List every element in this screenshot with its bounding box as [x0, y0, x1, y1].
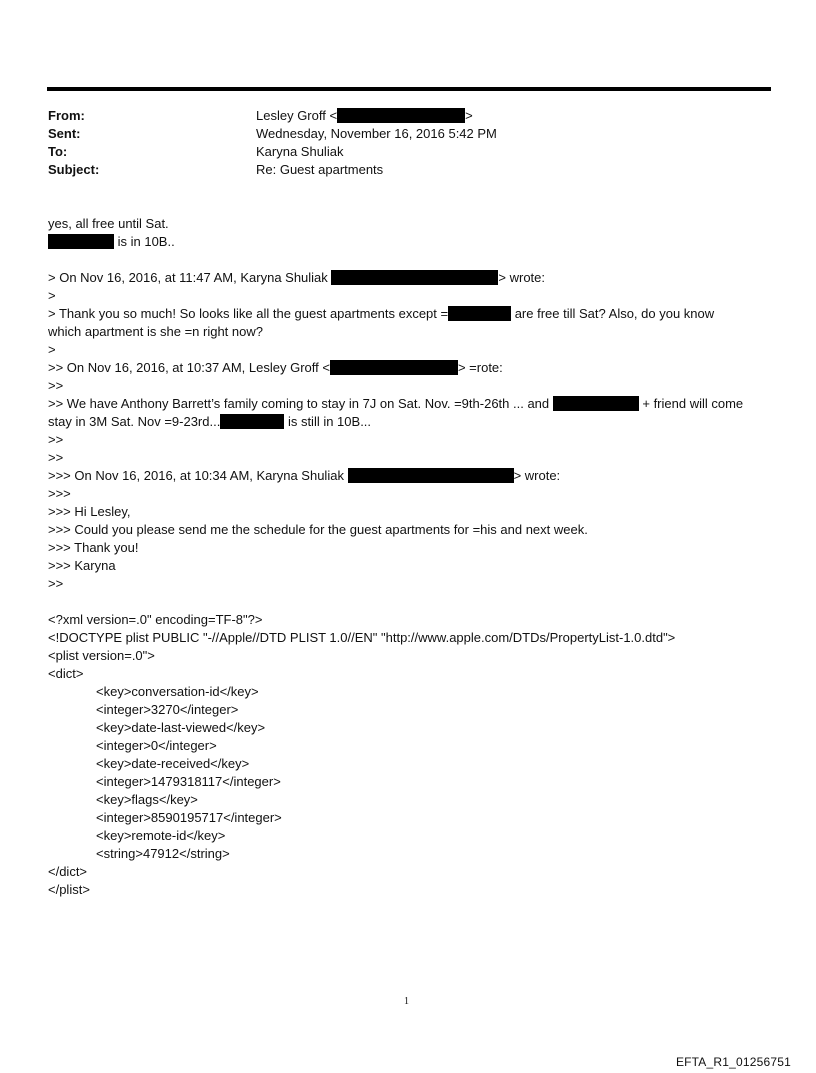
xml-line: </dict>	[48, 864, 88, 879]
from-label: From:	[48, 108, 85, 123]
body-line: >>>	[48, 486, 71, 501]
redaction-box	[337, 108, 465, 123]
body-line: >>> Could you please send me the schedule for the guest apartments for =his and next week.	[48, 522, 588, 537]
body-text: is in 10B..	[114, 234, 175, 249]
body-text: >> We have Anthony Barrett’s family coming to stay in 7J on Sat. Nov. =9th-26th ... and	[48, 396, 553, 411]
redaction-box	[331, 270, 498, 285]
to-value: Karyna Shuliak	[256, 144, 344, 159]
body-text: > wrote:	[498, 270, 546, 285]
to-label: To:	[48, 144, 68, 159]
body-text: > Thank you so much! So looks like all the guest apartments except =	[48, 306, 449, 321]
sent-value: Wednesday, November 16, 2016 5:42 PM	[256, 126, 497, 141]
body-line	[48, 233, 175, 251]
xml-line: <?xml version=.0" encoding=TF-8"?>	[48, 612, 263, 627]
xml-line: <key>flags</key>	[96, 792, 198, 807]
body-text: >> On Nov 16, 2016, at 10:37 AM, Lesley Groff <	[48, 360, 330, 375]
body-text: >>> On Nov 16, 2016, at 10:34 AM, Karyna Shuliak	[48, 468, 348, 483]
xml-line: <key>conversation-id</key>	[96, 684, 259, 699]
redaction-box	[348, 468, 514, 483]
xml-line: </plist>	[48, 882, 90, 897]
xml-line: <key>remote-id</key>	[96, 828, 226, 843]
body-line: >>> Hi Lesley,	[48, 504, 131, 519]
body-line: >>> Karyna	[48, 558, 116, 573]
body-line: >>	[48, 576, 64, 591]
body-line: >>	[48, 378, 64, 393]
redaction-box	[220, 414, 284, 429]
body-line: yes, all free until Sat.	[48, 216, 169, 231]
subject-value: Re: Guest apartments	[256, 162, 384, 177]
xml-line: <integer>0</integer>	[96, 738, 217, 753]
xml-line: <dict>	[48, 666, 84, 681]
document-id: EFTA_R1_01256751	[675, 1055, 791, 1069]
body-line	[48, 467, 560, 485]
subject-label: Subject:	[48, 162, 100, 177]
body-line	[48, 413, 371, 431]
redaction-box	[553, 396, 639, 411]
from-close: >	[465, 108, 473, 123]
body-line	[48, 395, 743, 413]
redaction-box	[448, 306, 511, 321]
body-line: >>> Thank you!	[48, 540, 139, 555]
body-text: + friend will come	[638, 396, 744, 411]
xml-line: <!DOCTYPE plist PUBLIC "-//Apple//DTD PLIST 1.0//EN" "http://www.apple.com/DTDs/PropertyList-1.0.dtd">	[48, 630, 676, 645]
body-line	[48, 359, 503, 377]
xml-line: <string>47912</string>	[96, 846, 230, 861]
body-text: > =rote:	[457, 360, 503, 375]
body-text: > On Nov 16, 2016, at 11:47 AM, Karyna Shuliak	[48, 270, 332, 285]
body-text: stay in 3M Sat. Nov =9-23rd...	[48, 414, 221, 429]
body-text: > wrote:	[513, 468, 561, 483]
redaction-box	[48, 234, 114, 249]
from-value	[256, 107, 473, 125]
xml-line: <key>date-received</key>	[96, 756, 250, 771]
from-name: Lesley Groff <	[256, 108, 338, 123]
xml-line: <integer>8590195717</integer>	[96, 810, 282, 825]
xml-line: <key>date-last-viewed</key>	[96, 720, 266, 735]
redaction-box	[330, 360, 458, 375]
body-line: >>	[48, 450, 64, 465]
xml-line: <integer>3270</integer>	[96, 702, 239, 717]
page-number: 1	[404, 996, 409, 1007]
body-line: >	[48, 288, 56, 303]
body-line	[48, 305, 714, 323]
body-line: >>	[48, 432, 64, 447]
xml-line: <integer>1479318117</integer>	[96, 774, 281, 789]
body-text: is still in 10B...	[284, 414, 372, 429]
sent-label: Sent:	[48, 126, 81, 141]
body-line: which apartment is she =n right now?	[48, 324, 263, 339]
body-line: >	[48, 342, 56, 357]
body-text: are free till Sat? Also, do you know	[511, 306, 715, 321]
body-line	[48, 269, 545, 287]
xml-line: <plist version=.0">	[48, 648, 155, 663]
header-rule	[47, 87, 771, 91]
